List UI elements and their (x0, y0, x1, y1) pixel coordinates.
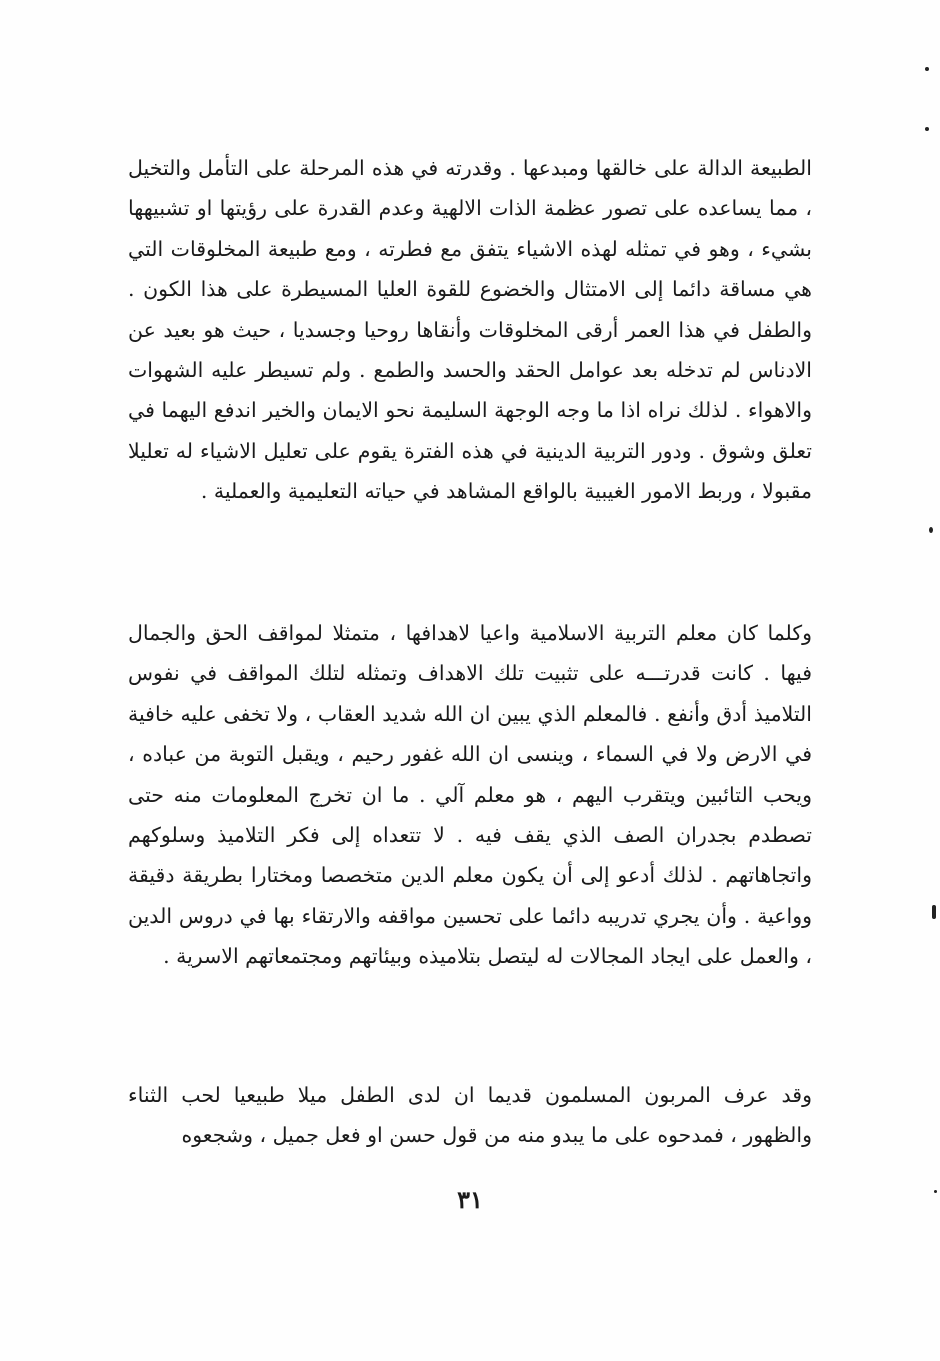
scan-speck (925, 127, 929, 131)
paragraph-3: وقد عرف المربون المسلمون قديما ان لدى الطفل ميلا طبيعيا لحب الثناء والظهور ، فمدحوه على ما يبدو منه من قول حسن او فعل جميل ، وشجعوه (128, 1083, 812, 1148)
scan-speck (929, 527, 933, 533)
paragraph-2: وكلما كان معلم التربية الاسلامية واعيا لاهدافها ، متمثلا لمواقف الحق والجمال فيها . كانت قدرتـــه على تثبيت تلك الاهداف وتمثله لتلك المواقف في نفوس التلاميذ أدق وأنفع . فالمعلم الذي يبين ان الله شديد العقاب ، ولا تخفى عليه خافية في الارض ولا في السماء ، وينسى ان الله غفور رحيم ، ويقبل التوبة من عباده ، ويحب التائبين ويتقرب اليهم ، هو معلم آلي . ما ان تخرج المعلومات منه حتى تصطدم بجدران الصف الذي يقف فيه . لا تتعداه إلى فكر التلاميذ وسلوكهم واتجاهاتهم . لذلك أدعو إلى أن يكون معلم الدين متخصصا ومختارا بطريقة دقيقة وواعية . وأن يجري تدريبه دائما على تحسين مواقفه والارتقاء بها في دروس الدين ، والعمل على ايجاد المجالات له ليتصل بتلاميذه وبيئاتهم ومجتمعاتهم الاسرية . (128, 621, 812, 969)
paragraph-1: الطبيعة الدالة على خالقها ومبدعها . وقدرته في هذه المرحلة على التأمل والتخيل ، مما يساعده على تصور عظمة الذات الالهية وعدم القدرة على رؤيتها او تشبيهها بشيء ، وهو في تمثله لهذه الاشياء يتفق مع فطرته ، ومع طبيعة المخلوقات التي هي مساقة دائما إلى الامتثال والخضوع للقوة العليا المسيطرة على هذا الكون . والطفل في هذا العمر أرقى المخلوقات وأنقاها روحيا وجسديا ، حيث هو بعيد عن الادناس لم تدخله بعد عوامل الحقد والحسد والطمع . ولم تسيطر عليه الشهوات والاهواء . لذلك نراه اذا ما وجه الوجهة السليمة نحو الايمان والخير اندفع اليهما في تعلق وشوق . ودور التربية الدينية في هذه الفترة يقوم على تعليل الاشياء له تعليلا مقبولا ، وربط الامور الغيبية بالواقع المشاهد في حياته التعليمية والعملية . (128, 156, 812, 504)
scan-speck (932, 905, 936, 919)
scan-speck (934, 1190, 937, 1193)
page-number: ٣١ (457, 1185, 483, 1214)
scan-speck (925, 67, 929, 71)
